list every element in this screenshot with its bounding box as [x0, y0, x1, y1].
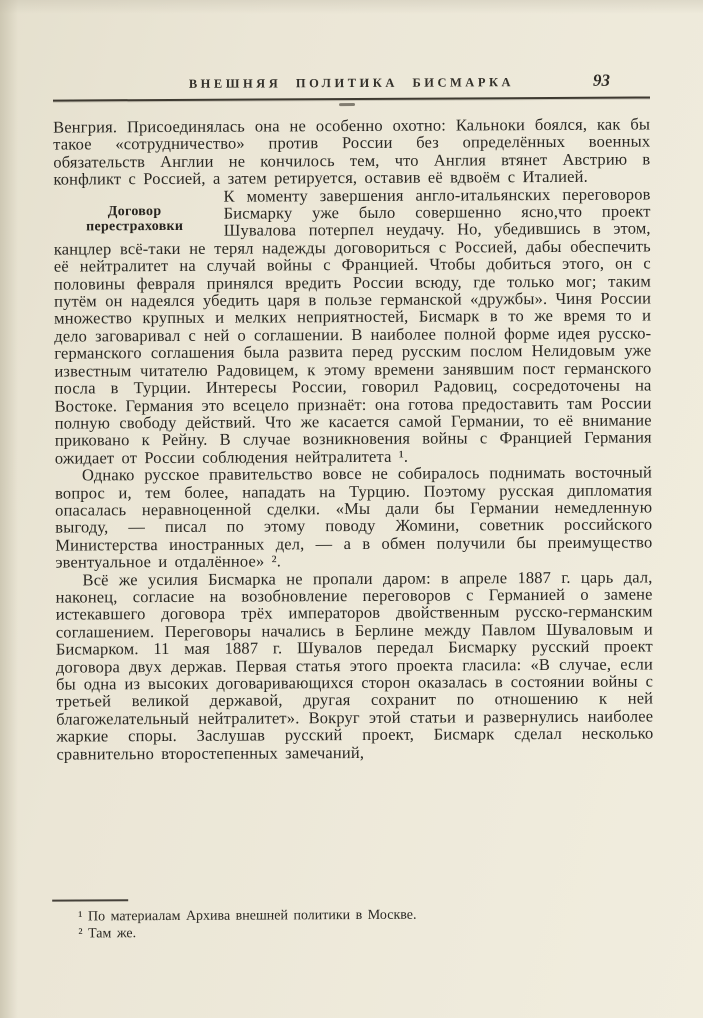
- section-heading: [53, 187, 223, 239]
- footnote-rule: [52, 899, 128, 901]
- page-number: 93: [592, 70, 610, 90]
- section-heading-line2: перестраховки: [86, 219, 184, 235]
- footnote-2: ² Там же.: [78, 926, 137, 942]
- section-reinsurance-treaty: [53, 185, 651, 467]
- binding-edge-shadow: [0, 0, 18, 1018]
- header-rule: [53, 96, 650, 101]
- paragraph: К моменту завершения англо-итальянских переговоров Бисмарку уже было совершенно ясно,что проект Шувалова потерпел неудачу. Но, убедившись в этом, канцлер всё-таки не терял надежды договориться с Россией, дабы обеспечить её нейтралитет на случай войны с Францией. Чтобы добиться этого, он с половины февраля принялся вредить России всюду, где только мог; таким путём он надеялся убедить царя в пользе германской «дружбы». Чиня России множество крупных и мелких неприятностей, Бисмарк в то же время то и дело заговаривал с ней о соглашении. В наиболее полной форме идея русско-германского соглашения была развита перед русским послом Нелидовым уже известным читателю Радовицем, к этому времени занявшим пост германского посла в Турции. Интересы России, говорил Радовиц, сосредоточены на Востоке. Германия это всецело признаёт: она готова предоставить там России полную свободу действий. Что же касается самой Германии, то её внимание приковано к Рейну. В случае возникновения войны с Францией Германия ожидает от России соблюдения нейтралитета ¹.: [53, 184, 652, 468]
- section-heading-line1: Договор: [107, 203, 162, 219]
- footnote-1: ¹ По материалам Архива внешней политики в Москве.: [78, 907, 417, 925]
- body-text: [53, 115, 653, 762]
- paragraph: Всё же усилия Бисмарка не пропали даром: в апреле 1887 г. царь дал, наконец, согласие на возобновление переговоров с Германией о замене истекавшего договора трёх императоров двойственным русско-германским соглашением. Переговоры начались в Берлине между Павлом Шуваловым и Бисмарком. 11 мая 1887 г. Шувалов передал Бисмарку русский проект договора двух держав. Первая статья этого проекта гласила: «В случае, если бы одна из высоких договаривающихся сторон оказалась в состоянии войны с третьей великой державой, другая сохранит по отношению к ней благожелательный нейтралитет». Вокруг этой статьи и развернулись наиболее жаркие споры. Заслушав русский проект, Бисмарк сделал несколько сравнительно второстепенных замечаний,: [55, 567, 654, 764]
- page-content: [52, 0, 654, 942]
- running-header-title: ВНЕШНЯЯ ПОЛИТИКА БИСМАРКА: [188, 75, 515, 91]
- running-header: [53, 70, 650, 95]
- footnotes: [57, 896, 654, 942]
- scan-artifact-smudge: [339, 103, 355, 106]
- paragraph: Однако русское правительство вовсе не собиралось поднимать восточный вопрос и, тем более, нападать на Турцию. Поэтому русская дипломатия опасалась неравноценной сделки. «Мы дали бы Германии немедленную выгоду, — писал по этому поводу Жомини, советник российского Министерства иностранных дел, — а в обмен получили бы преимущество эвентуальное и отдалённое» ².: [55, 462, 653, 572]
- paragraph-continuation: Венгрия. Присоединялась она не особенно охотно: Кальноки боялся, как бы такое «сотрудничество» против России без определённых военных обязательств Англии не кончилось тем, что Англия втянет Австрию в конфликт с Россией, а затем ретируется, оставив её вдвоём с Италией.: [53, 114, 651, 189]
